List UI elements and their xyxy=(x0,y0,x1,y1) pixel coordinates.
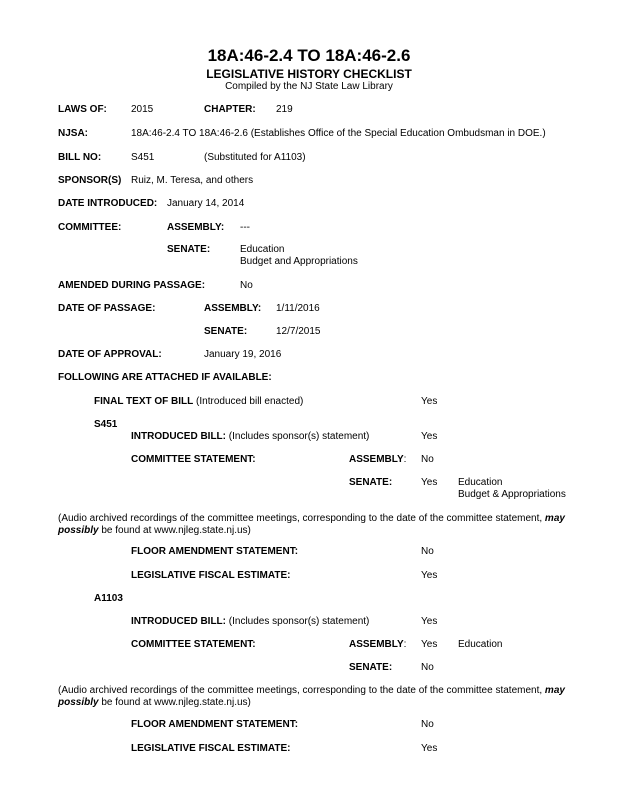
a1103-audio-em: may possibly xyxy=(58,685,565,708)
s451-introduced-value: Yes xyxy=(421,431,438,442)
a1103-bill-label: A1103 xyxy=(94,593,123,604)
passage-assembly-value: 1/11/2016 xyxy=(276,303,320,314)
a1103-fiscal-estimate-value: Yes xyxy=(421,743,438,754)
a1103-fiscal-estimate-label: LEGISLATIVE FISCAL ESTIMATE: xyxy=(131,743,291,754)
s451-fiscal-estimate-label: LEGISLATIVE FISCAL ESTIMATE: xyxy=(131,570,291,581)
sponsors-label: SPONSOR(S) xyxy=(58,175,122,186)
a1103-committee-statement-label: COMMITTEE STATEMENT: xyxy=(131,639,256,650)
s451-senate-label: SENATE: xyxy=(349,477,393,488)
attached-heading: FOLLOWING ARE ATTACHED IF AVAILABLE: xyxy=(58,372,272,383)
final-text-value: Yes xyxy=(421,396,438,407)
final-text-label-rest: (Introduced bill enacted) xyxy=(193,396,304,407)
s451-fiscal-estimate-value: Yes xyxy=(421,570,438,581)
committee-senate-value-2: Budget and Appropriations xyxy=(240,256,358,267)
s451-audio-note xyxy=(58,513,603,537)
passage-senate-value: 12/7/2015 xyxy=(276,326,321,337)
final-text-label-bold: FINAL TEXT OF BILL xyxy=(94,396,194,407)
s451-floor-amendment-value: No xyxy=(421,546,434,557)
a1103-floor-amendment-value: No xyxy=(421,719,434,730)
compiled-by: Compiled by the NJ State Law Library xyxy=(225,81,393,92)
committee-assembly-label: ASSEMBLY: xyxy=(167,222,225,233)
a1103-assembly-label-bold: ASSEMBLY xyxy=(349,639,404,650)
s451-senate-committee-1: Education xyxy=(458,477,503,488)
a1103-assembly-label xyxy=(349,639,406,651)
s451-audio-em: may possibly xyxy=(58,513,565,536)
s451-introduced-rest: (Includes sponsor(s) statement) xyxy=(226,431,370,442)
s451-senate-committee-2: Budget & Appropriations xyxy=(458,489,566,500)
njsa-label: NJSA: xyxy=(58,128,89,139)
a1103-assembly-committee: Education xyxy=(458,639,503,650)
date-introduced-label: DATE INTRODUCED: xyxy=(58,198,158,209)
sponsors-value: Ruiz, M. Teresa, and others xyxy=(131,175,254,186)
a1103-audio-pre: (Audio archived recordings of the committee meetings, corresponding to the date of the committee statement, xyxy=(58,685,545,696)
a1103-assembly-value: Yes xyxy=(421,639,438,650)
a1103-introduced-rest: (Includes sponsor(s) statement) xyxy=(226,616,370,627)
committee-label: COMMITTEE: xyxy=(58,222,122,233)
committee-assembly-value: --- xyxy=(240,222,250,233)
passage-senate-label: SENATE: xyxy=(204,326,248,337)
date-of-passage-label: DATE OF PASSAGE: xyxy=(58,303,156,314)
s451-assembly-colon: : xyxy=(403,454,407,465)
amended-label: AMENDED DURING PASSAGE: xyxy=(58,280,206,291)
a1103-assembly-colon: : xyxy=(403,639,407,650)
committee-senate-value-1: Education xyxy=(240,244,285,255)
s451-floor-amendment-label: FLOOR AMENDMENT STATEMENT: xyxy=(131,546,299,557)
committee-senate-label: SENATE: xyxy=(167,244,211,255)
page-title: 18A:46-2.4 TO 18A:46-2.6 xyxy=(207,46,411,65)
amended-value: No xyxy=(240,280,253,291)
s451-assembly-value: No xyxy=(421,454,434,465)
date-of-approval-label: DATE OF APPROVAL: xyxy=(58,349,162,360)
s451-introduced-bold: INTRODUCED BILL: xyxy=(131,431,226,442)
bill-no-label: BILL NO: xyxy=(58,152,102,163)
s451-audio-post: be found at www.njleg.state.nj.us) xyxy=(98,525,251,536)
s451-committee-statement-label: COMMITTEE STATEMENT: xyxy=(131,454,256,465)
chapter-label: CHAPTER: xyxy=(204,104,256,115)
s451-audio-pre: (Audio archived recordings of the committee meetings, corresponding to the date of the committee statement, xyxy=(58,513,545,524)
a1103-audio-note xyxy=(58,685,603,709)
a1103-audio-post: be found at www.njleg.state.nj.us) xyxy=(98,697,251,708)
passage-assembly-label: ASSEMBLY: xyxy=(204,303,262,314)
njsa-value: 18A:46-2.4 TO 18A:46-2.6 (Establishes Office of the Special Education Ombudsman in DOE.) xyxy=(131,128,546,139)
a1103-senate-value: No xyxy=(421,662,434,673)
bill-no-value: S451 xyxy=(131,152,155,163)
final-text-label xyxy=(94,396,303,408)
date-of-approval-value: January 19, 2016 xyxy=(204,349,282,360)
a1103-senate-label: SENATE: xyxy=(349,662,393,673)
chapter-value: 219 xyxy=(276,104,293,115)
laws-of-label: LAWS OF: xyxy=(58,104,107,115)
a1103-introduced-label xyxy=(131,616,369,628)
a1103-introduced-bold: INTRODUCED BILL: xyxy=(131,616,226,627)
s451-assembly-label-bold: ASSEMBLY xyxy=(349,454,404,465)
a1103-introduced-value: Yes xyxy=(421,616,438,627)
s451-introduced-label xyxy=(131,431,369,443)
s451-senate-value: Yes xyxy=(421,477,438,488)
s451-assembly-label xyxy=(349,454,406,466)
a1103-floor-amendment-label: FLOOR AMENDMENT STATEMENT: xyxy=(131,719,299,730)
date-introduced-value: January 14, 2014 xyxy=(167,198,245,209)
page-subtitle: LEGISLATIVE HISTORY CHECKLIST xyxy=(206,67,412,81)
s451-bill-label: S451 xyxy=(94,419,118,430)
laws-of-value: 2015 xyxy=(131,104,154,115)
bill-no-note: (Substituted for A1103) xyxy=(204,152,306,163)
